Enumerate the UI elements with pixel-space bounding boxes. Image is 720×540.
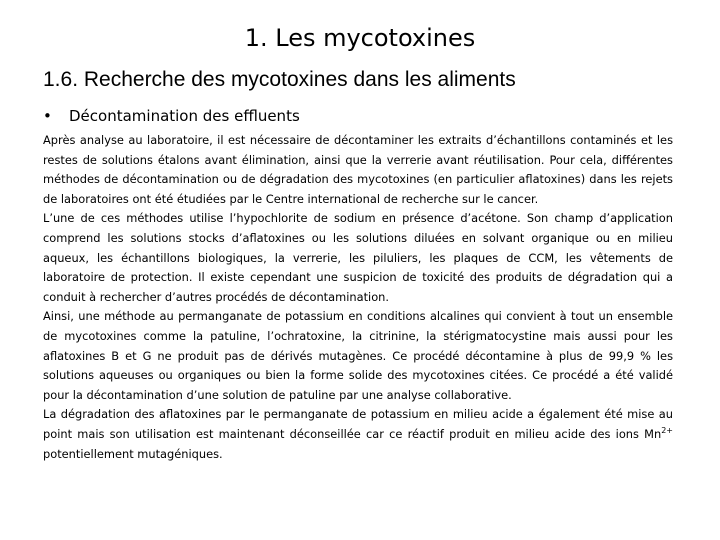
paragraph-1: Après analyse au laboratoire, il est nécessaire de décontaminer les extraits d’échantillons contaminés et les restes de solutions étalons avant élimination, ainsi que la verrerie avant réutilisation. Pour cela, différentes méthodes de décontamination ou de dégradation des mycotoxines (en particulier aflatoxines) dans les rejets de laboratoires ont été étudiées par le Centre international de recherche sur le cancer.: [43, 133, 673, 206]
bullet-text: Décontamination des effluents: [69, 107, 300, 125]
bullet-heading: [43, 105, 683, 127]
paragraph-4: [43, 405, 673, 464]
slide-subtitle: 1.6. Recherche des mycotoxines dans les aliments: [43, 68, 516, 91]
bullet-marker: •: [43, 107, 52, 125]
ion-charge-superscript: 2+: [661, 426, 673, 436]
paragraph-2: L’une de ces méthodes utilise l’hypochlorite de sodium en présence d’acétone. Son champ d’application comprend les solutions stocks d’aflatoxines ou les solutions diluées en solvant organique ou en milieu aqueux, les échantillons biologiques, la verrerie, les piluliers, les plaques de CCM, les vêtements de laboratoire de protection. Il existe cependant une suspicion de toxicité des produits de dégradation qui a conduit à rechercher d’autres procédés de décontamination.: [43, 211, 673, 304]
paragraph-4-tail: potentiellement mutagéniques.: [43, 446, 223, 461]
paragraph-3: Ainsi, une méthode au permanganate de potassium en conditions alcalines qui convient à tout un ensemble de mycotoxines comme la patuline, l’ochratoxine, la citrinine, la stérigmatocystine mais aussi pour les aflatoxines B et G ne produit pas de dérivés mutagènes. Ce procédé décontamine à plus de 99,9 % les solutions aqueuses ou organiques ou bien la forme solide des mycotoxines citées. Ce procédé a été validé pour la décontamination d’une solution de patuline par une analyse collaborative.: [43, 309, 673, 402]
slide-title: 1. Les mycotoxines: [244, 24, 476, 52]
paragraph-4-text: La dégradation des aflatoxines par le permanganate de potassium en milieu acide a également été mise au point mais son utilisation est maintenant déconseillée car ce réactif produit en milieu acide des ions Mn: [43, 407, 673, 441]
body-text: [43, 131, 673, 464]
